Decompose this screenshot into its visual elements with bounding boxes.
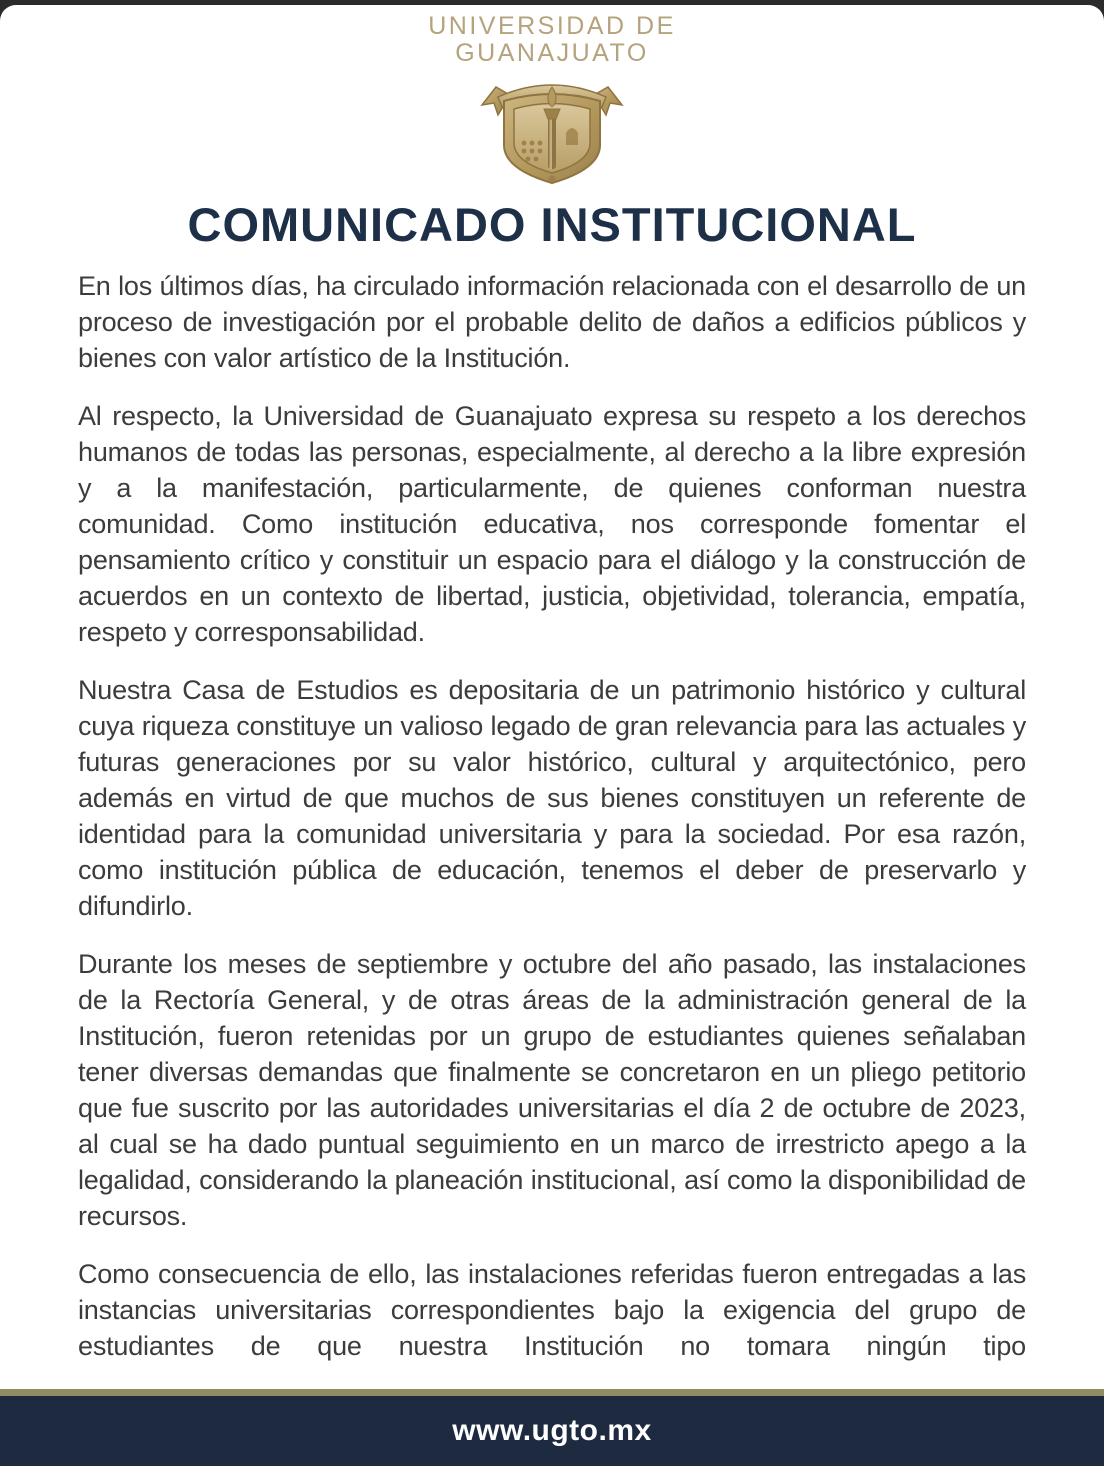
communique-body <box>0 268 1104 1364</box>
page-header <box>0 5 1104 185</box>
paragraph-5: Como consecuencia de ello, las instalaciones referidas fueron entregadas a las instancias universitarias correspondientes bajo la exigencia del grupo de estudiantes de que nuestra Institución no tomara ningún tipo <box>78 1259 1026 1361</box>
footer-bar <box>0 1396 1104 1466</box>
paragraph-1: En los últimos días, ha circulado información relacionada con el desarrollo de un proceso de investigación por el probable delito de daños a edificios públicos y bienes con valor artístico de la Institución. <box>78 271 1026 373</box>
paragraph-4: Durante los meses de septiembre y octubre del año pasado, las instalaciones de la Rectoría General, y de otras áreas de la administración general de la Institución, fueron retenidas por un grupo de estudiantes quienes señalaban tener diversas demandas que finalmente se concretaron en un pliego petitorio que fue suscrito por las autoridades universitarias el día 2 de octubre de 2023, al cual se ha dado puntual seguimiento en un marco de irrestricto apego a la legalidad, considerando la planeación institucional, así como la disponibilidad de recursos. <box>78 949 1026 1231</box>
university-crest-icon <box>474 71 630 185</box>
org-name-line2: GUANAJUATO <box>455 39 649 67</box>
page-title: COMUNICADO INSTITUCIONAL <box>187 198 917 251</box>
website-url: www.ugto.mx <box>452 1414 652 1447</box>
paragraph-3: Nuestra Casa de Estudios es depositaria de un patrimonio histórico y cultural cuya riqueza constituye un valioso legado de gran relevancia para las actuales y futuras generaciones por su valor histórico, cultural y arquitectónico, pero además en virtud de que muchos de sus bienes constituyen un referente de identidad para la comunidad universitaria y para la sociedad. Por esa razón, como institución pública de educación, tenemos el deber de preservarlo y difundirlo. <box>78 675 1026 921</box>
org-name-line1: UNIVERSIDAD DE <box>428 12 676 40</box>
communique-page <box>0 5 1104 1466</box>
crest-container <box>0 71 1104 185</box>
paragraph-2: Al respecto, la Universidad de Guanajuato expresa su respeto a los derechos humanos de todas las personas, especialmente, al derecho a la libre expresión y a la manifestación, particularmente, de quienes conforman nuestra comunidad. Como institución educativa, nos corresponde fomentar el pensamiento crítico y constituir un espacio para el diálogo y la construcción de acuerdos en un contexto de libertad, justicia, objetividad, tolerancia, empatía, respeto y corresponsabilidad. <box>78 401 1026 647</box>
org-name <box>0 13 1104 67</box>
page-footer <box>0 1389 1104 1466</box>
footer-accent-line <box>0 1389 1104 1396</box>
